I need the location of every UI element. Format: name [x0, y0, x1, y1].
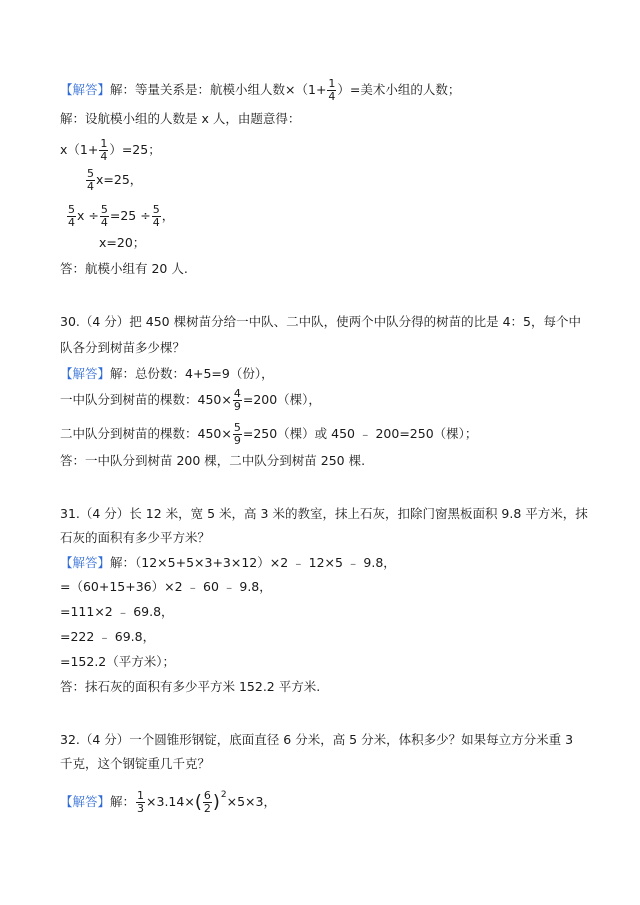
s29-equation-2: $\frac{5}{4}$ x=25， — [87, 167, 143, 193]
q30-answer-final: 答：一中队分到树苗 200 棵，二中队分到树苗 250 棵. — [60, 453, 366, 468]
fraction: $\frac{5}{9}$ — [233, 421, 241, 447]
q32-text-line-2: 千克，这个钢锭重几千克？ — [60, 756, 211, 771]
s29-answer-line-2: 解：设航模小组的人数是 x 人，由题意得： — [60, 111, 301, 126]
s29-equation-4: x=20； — [99, 235, 146, 250]
fraction: $\frac{6}{2}$ — [203, 789, 211, 815]
q30-answer-line-1: 【解答】解：总份数：4+5=9（份）， — [60, 366, 274, 381]
s29-answer-final: 答：航模小组有 20 人. — [60, 261, 188, 276]
answer-tag: 【解答】 — [60, 794, 111, 809]
fraction: $\frac{5}{4}$ — [87, 167, 94, 193]
q31-text-line-2: 石灰的面积有多少平方米？ — [60, 530, 211, 545]
fraction: $\frac{1}{4}$ — [328, 77, 336, 103]
s29-equation-1: x（1+ $\frac{1}{4}$ ）=25； — [60, 137, 161, 163]
fraction: $\frac{1}{4}$ — [100, 137, 108, 163]
q32-answer-line-1: 【解答】解： $\frac{1}{3}$ ×3.14×( $\frac{6}{2}$ )$^2$×5×3， — [60, 789, 276, 815]
fraction: $\frac{5}{4}$ — [152, 203, 160, 229]
answer-tag: 【解答】 — [60, 82, 111, 97]
q30-text-line-2: 队各分到树苗多少棵？ — [60, 340, 186, 355]
q31-text-line-1: 31.（4 分）长 12 米，宽 5 米，高 3 米的教室，抹上石灰，扣除门窗黑板面积 9.8 平方米，抹 — [60, 506, 588, 521]
q30-text-line-1: 30.（4 分）把 450 棵树苗分给一中队、二中队，使两个中队分得的树苗的比是 4：5，每个中 — [60, 314, 581, 329]
q32-text-line-1: 32.（4 分）一个圆锥形钢锭，底面直径 6 分米，高 5 分米，体积多少？如果每立方分米重 3 — [60, 732, 574, 747]
q31-answer-line-3: =111×2 ﹣ 69.8， — [60, 604, 174, 619]
q30-answer-line-2: 一中队分到树苗的棵数：450× $\frac{4}{9}$ =200（棵）， — [60, 387, 321, 413]
answer-tag: 【解答】 — [60, 555, 111, 570]
s29-equation-3: $\frac{5}{4}$ x ÷ $\frac{5}{4}$ =25 ÷ $\frac{5}{4}$ ， — [68, 203, 175, 229]
q31-answer-line-2: =（60+15+36）×2 ﹣ 60 ﹣ 9.8， — [60, 579, 272, 594]
fraction: $\frac{5}{4}$ — [100, 203, 108, 229]
q31-answer-line-5: =152.2（平方米）； — [60, 654, 176, 669]
exponent: 2 — [220, 790, 227, 800]
fraction: $\frac{1}{3}$ — [137, 789, 145, 815]
fraction: $\frac{4}{9}$ — [233, 387, 241, 413]
q30-answer-line-3: 二中队分到树苗的棵数：450× $\frac{5}{9}$ =250（棵）或 450 ﹣ 200=250（棵）； — [60, 421, 478, 447]
s29-answer-line-1: 【解答】解：等量关系是：航模小组人数×（1+ $\frac{1}{4}$ ）=美术小组的人数； — [60, 77, 461, 103]
q31-answer-final: 答：抹石灰的面积有多少平方米 152.2 平方米. — [60, 679, 321, 694]
fraction: $\frac{5}{4}$ — [68, 203, 75, 229]
q31-answer-line-4: =222 ﹣ 69.8， — [60, 629, 156, 644]
q31-answer-line-1: 【解答】解：（12×5+5×3+3×12）×2 ﹣ 12×5 ﹣ 9.8， — [60, 555, 396, 570]
answer-tag: 【解答】 — [60, 366, 111, 381]
